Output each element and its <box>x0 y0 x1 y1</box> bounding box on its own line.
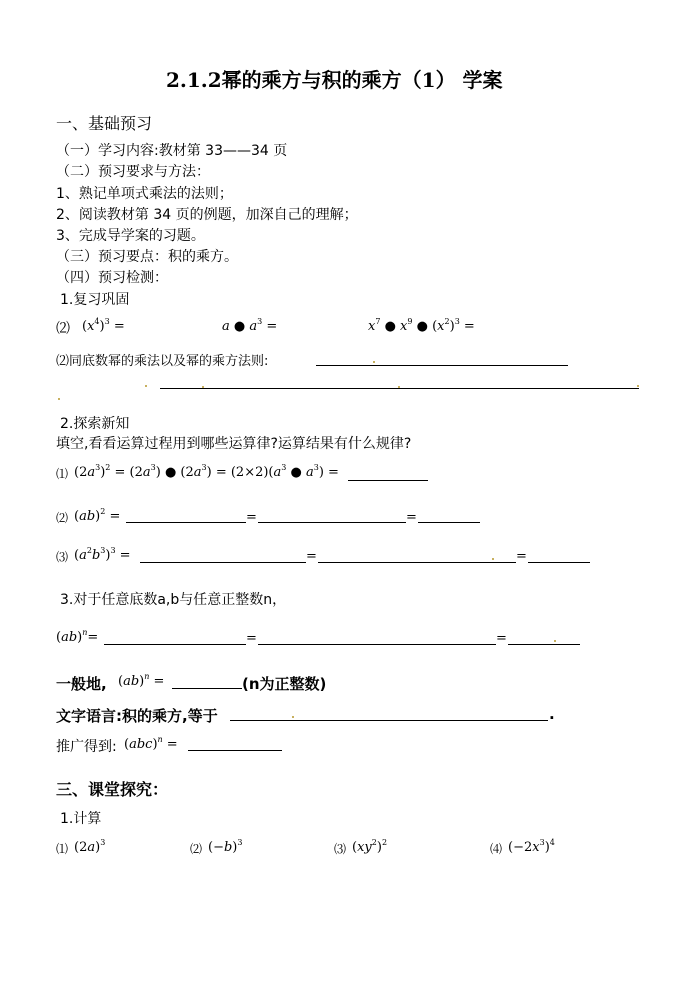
requirement-2: 2、阅读教材第 34 页的例题，加深自己的理解； <box>56 207 358 223</box>
requirement-3: 3、完成导学案的习题。 <box>56 228 205 244</box>
expression-a-times-a3: a ● $a^3$ = <box>222 317 278 334</box>
general-statement-prefix: 一般地, <box>56 675 107 693</box>
answer-line <box>160 388 639 389</box>
requirement-1: 1、熟记单项式乘法的法则； <box>56 186 233 202</box>
equals-sign: = <box>406 510 417 525</box>
equals-sign: = <box>306 549 317 564</box>
exercise-neg-b-cubed: $(-b)^3$ <box>208 838 243 855</box>
expression-a2b3-cubed: $(a^2b^3)^3$ = <box>74 546 131 563</box>
answer-line <box>258 644 496 645</box>
answer-line <box>528 562 590 563</box>
dot-artifact <box>145 385 147 387</box>
answer-line <box>418 522 480 523</box>
answer-line <box>172 688 242 689</box>
study-content: （一）学习内容:教材第 33——34 页 <box>56 143 288 159</box>
dot-artifact <box>554 640 556 642</box>
answer-line <box>126 522 246 523</box>
exercise-neg-2x3-fourth: $(-2x^3)^4$ <box>508 838 555 855</box>
exercise-xy2-squared: $(xy^2)^2$ <box>352 838 388 855</box>
problem-label: ⑴ <box>56 467 69 481</box>
answer-line <box>258 522 406 523</box>
dot-artifact <box>398 386 400 388</box>
problem-label: ⑵ <box>56 511 69 525</box>
calculate-heading: 1.计算 <box>60 811 102 827</box>
dot-artifact <box>58 398 60 400</box>
explore-question: 填空,看看运算过程用到哪些运算律?运算结果有什么规律? <box>56 436 412 452</box>
equals-sign: = <box>516 549 527 564</box>
equals-sign: = <box>246 631 257 646</box>
section-heading-classroom: 三、课堂探究： <box>56 780 169 799</box>
equals-sign: = <box>246 510 257 525</box>
preview-key-point: （三）预习要点：积的乘方。 <box>56 249 238 265</box>
exercise-label: ⑶ <box>334 842 347 856</box>
extension-label: 推广得到: <box>56 739 117 755</box>
exercise-label: ⑴ <box>56 842 69 856</box>
answer-line <box>318 562 516 563</box>
dot-artifact <box>292 716 294 718</box>
question-number: ⑵ <box>56 321 70 337</box>
verbal-rule-end: . <box>549 705 555 723</box>
exercise-label: ⑵ <box>190 842 203 856</box>
explore-heading: 2.探索新知 <box>60 416 130 432</box>
exercise-label: ⑷ <box>490 842 503 856</box>
dot-artifact <box>202 386 204 388</box>
answer-line <box>348 480 428 481</box>
preview-requirements: （二）预习要求与方法： <box>56 164 210 180</box>
answer-line <box>316 365 568 366</box>
expression-abc-n: (abc)$^n$ = <box>124 735 178 752</box>
dot-artifact <box>373 361 375 363</box>
answer-line <box>230 720 548 721</box>
expression-ab-squared: (ab)$^2$ = <box>74 507 121 524</box>
dot-artifact <box>637 385 639 387</box>
equals-sign: = <box>496 631 507 646</box>
rule-question: ⑵同底数幂的乘法以及幂的乘方法则: <box>56 354 269 369</box>
review-heading: 1.复习巩固 <box>60 292 130 308</box>
arbitrary-base-statement: 3.对于任意底数a,b与任意正整数n， <box>60 592 287 608</box>
answer-line <box>104 644 246 645</box>
page-title: 2.1.2幂的乘方与积的乘方（1） 学案 <box>166 68 503 92</box>
expression-2a3-squared: $(2a^3)^2 = (2a^3)$ ● $(2a^3) = (2\times 2)(a^3$ ● $a^3$) = <box>74 463 339 480</box>
exercise-2a-cubed: $(2a)^3$ <box>74 838 106 855</box>
expression-x7-x9-x2-cubed: $x^7$ ● $x^9$ ● $(x^2)^3$ = <box>368 317 475 334</box>
answer-line <box>188 750 282 751</box>
expression-ab-n: (ab)$^n$= <box>56 628 99 645</box>
preview-check: （四）预习检测： <box>56 270 168 286</box>
expression-ab-n-general: (ab)$^n$ = <box>118 672 165 689</box>
expression-x4-cubed: $(x^4)^3$ = <box>82 317 125 334</box>
verbal-rule: 文字语言:积的乘方,等于 <box>56 707 218 725</box>
dot-artifact <box>492 558 494 560</box>
problem-label: ⑶ <box>56 550 69 564</box>
answer-line <box>140 562 306 563</box>
answer-line <box>508 644 580 645</box>
section-heading-basic-preview: 一、基础预习 <box>56 114 153 133</box>
general-statement-suffix: (n为正整数) <box>242 675 327 693</box>
